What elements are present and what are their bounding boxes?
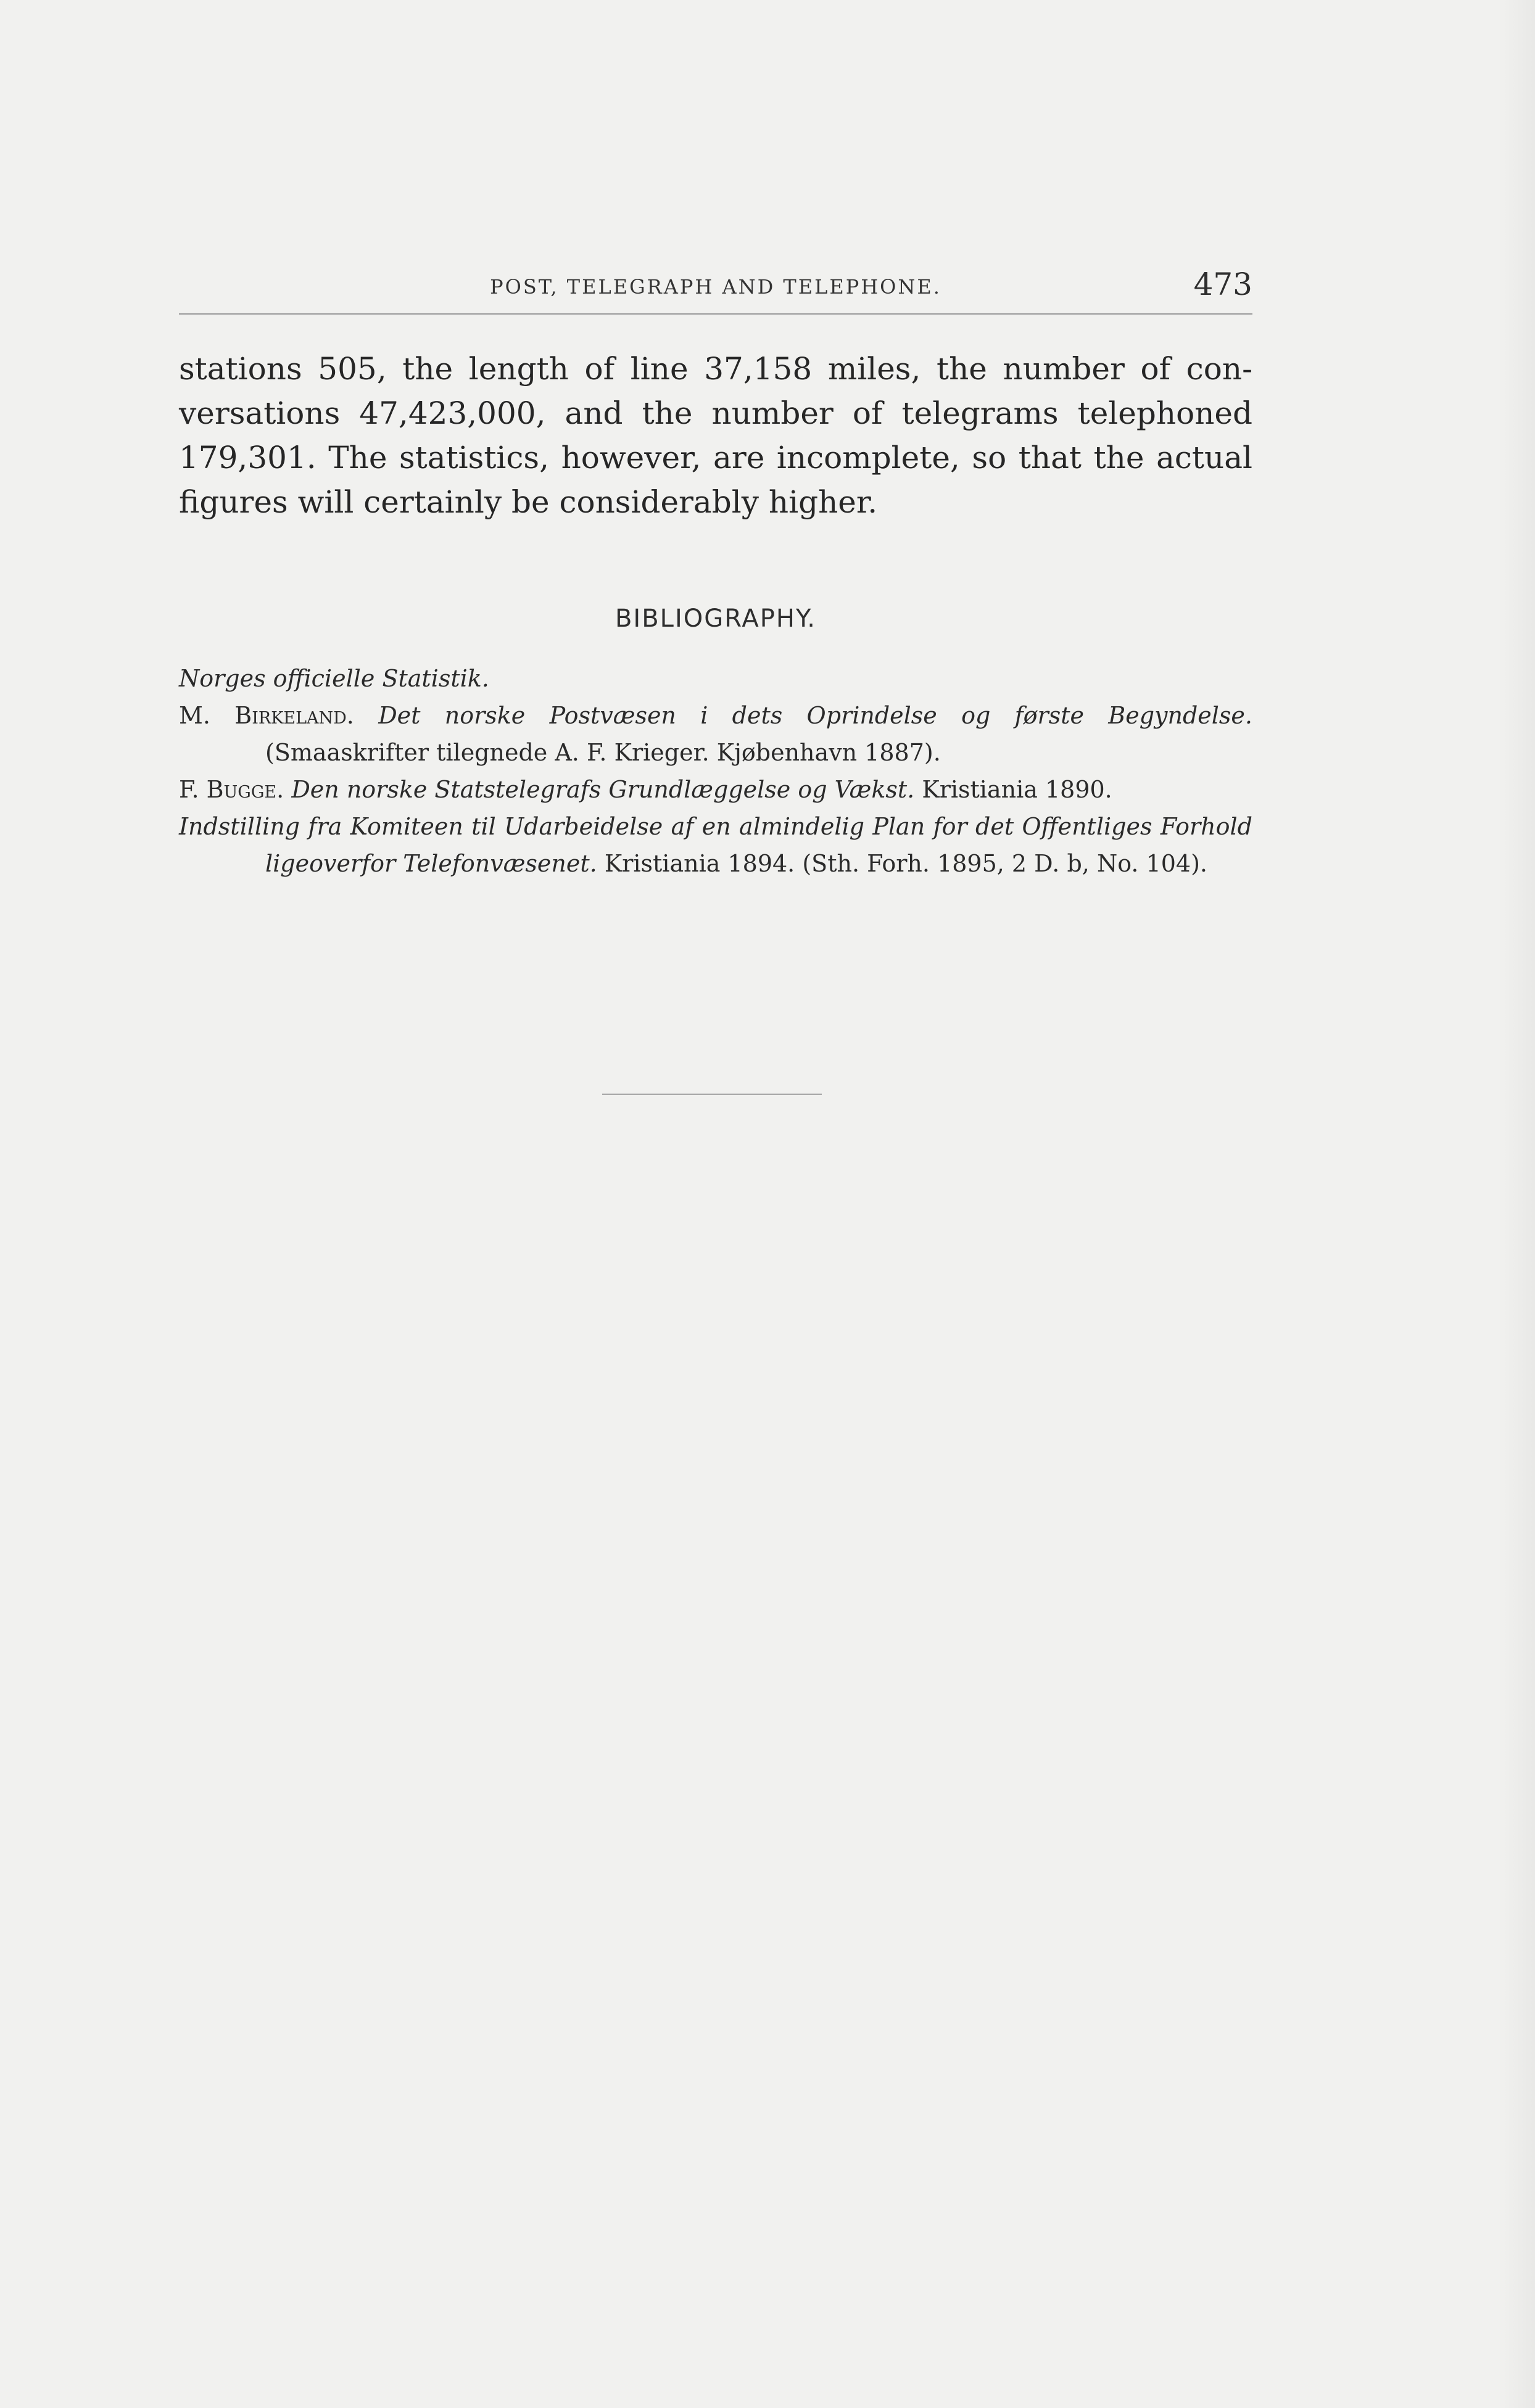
bibliography-entry <box>179 697 1252 771</box>
body-paragraph: stations 505, the length of line 37,158 miles, the number of conversations 47,423,000, and the number of telegrams telephoned 179,301. The statistics, however, are incomplete, so that the actual figures will certainly be considerably higher. <box>179 351 1252 520</box>
bibliography-details: Kristiania 1894. (Sth. Forh. 1895, 2 D. b, No. 104). <box>604 850 1207 877</box>
end-rule <box>602 1094 822 1095</box>
header-rule <box>179 313 1252 315</box>
bibliography-title: Den norske Statstelegrafs Grundlæggelse og Vækst. <box>291 776 915 803</box>
bibliography-title: Det norske Postvæsen i dets Oprindelse og første Begyndelse. <box>378 702 1252 729</box>
bibliography-heading: BIBLIOGRAPHY. <box>614 604 817 633</box>
bibliography-title: Norges officielle Statistik. <box>179 665 489 692</box>
bibliography-author: M. Birkeland. <box>179 702 354 729</box>
bibliography-entry <box>179 660 1252 697</box>
bibliography-entry <box>179 771 1252 808</box>
bibliography-details: (Smaaskrifter tilegnede A. F. Krieger. Kjøbenhavn 1887). <box>265 739 941 766</box>
page-shadow <box>1498 0 1535 2408</box>
bibliography-title: Indstilling fra Komiteen til Udarbeidelse af en almindelig Plan for det Offentliges Forhold ligeoverfor Telefonvæsenet. <box>179 813 1252 877</box>
running-title: POST, TELEGRAPH AND TELEPHONE. <box>490 275 941 299</box>
bibliography-details: Kristiania 1890. <box>922 776 1112 803</box>
running-header <box>179 266 1252 303</box>
bibliography-author: F. Bugge. <box>179 776 284 803</box>
bibliography-list <box>179 660 1252 882</box>
bibliography-entry <box>179 808 1252 882</box>
page-number: 473 <box>1193 266 1252 302</box>
